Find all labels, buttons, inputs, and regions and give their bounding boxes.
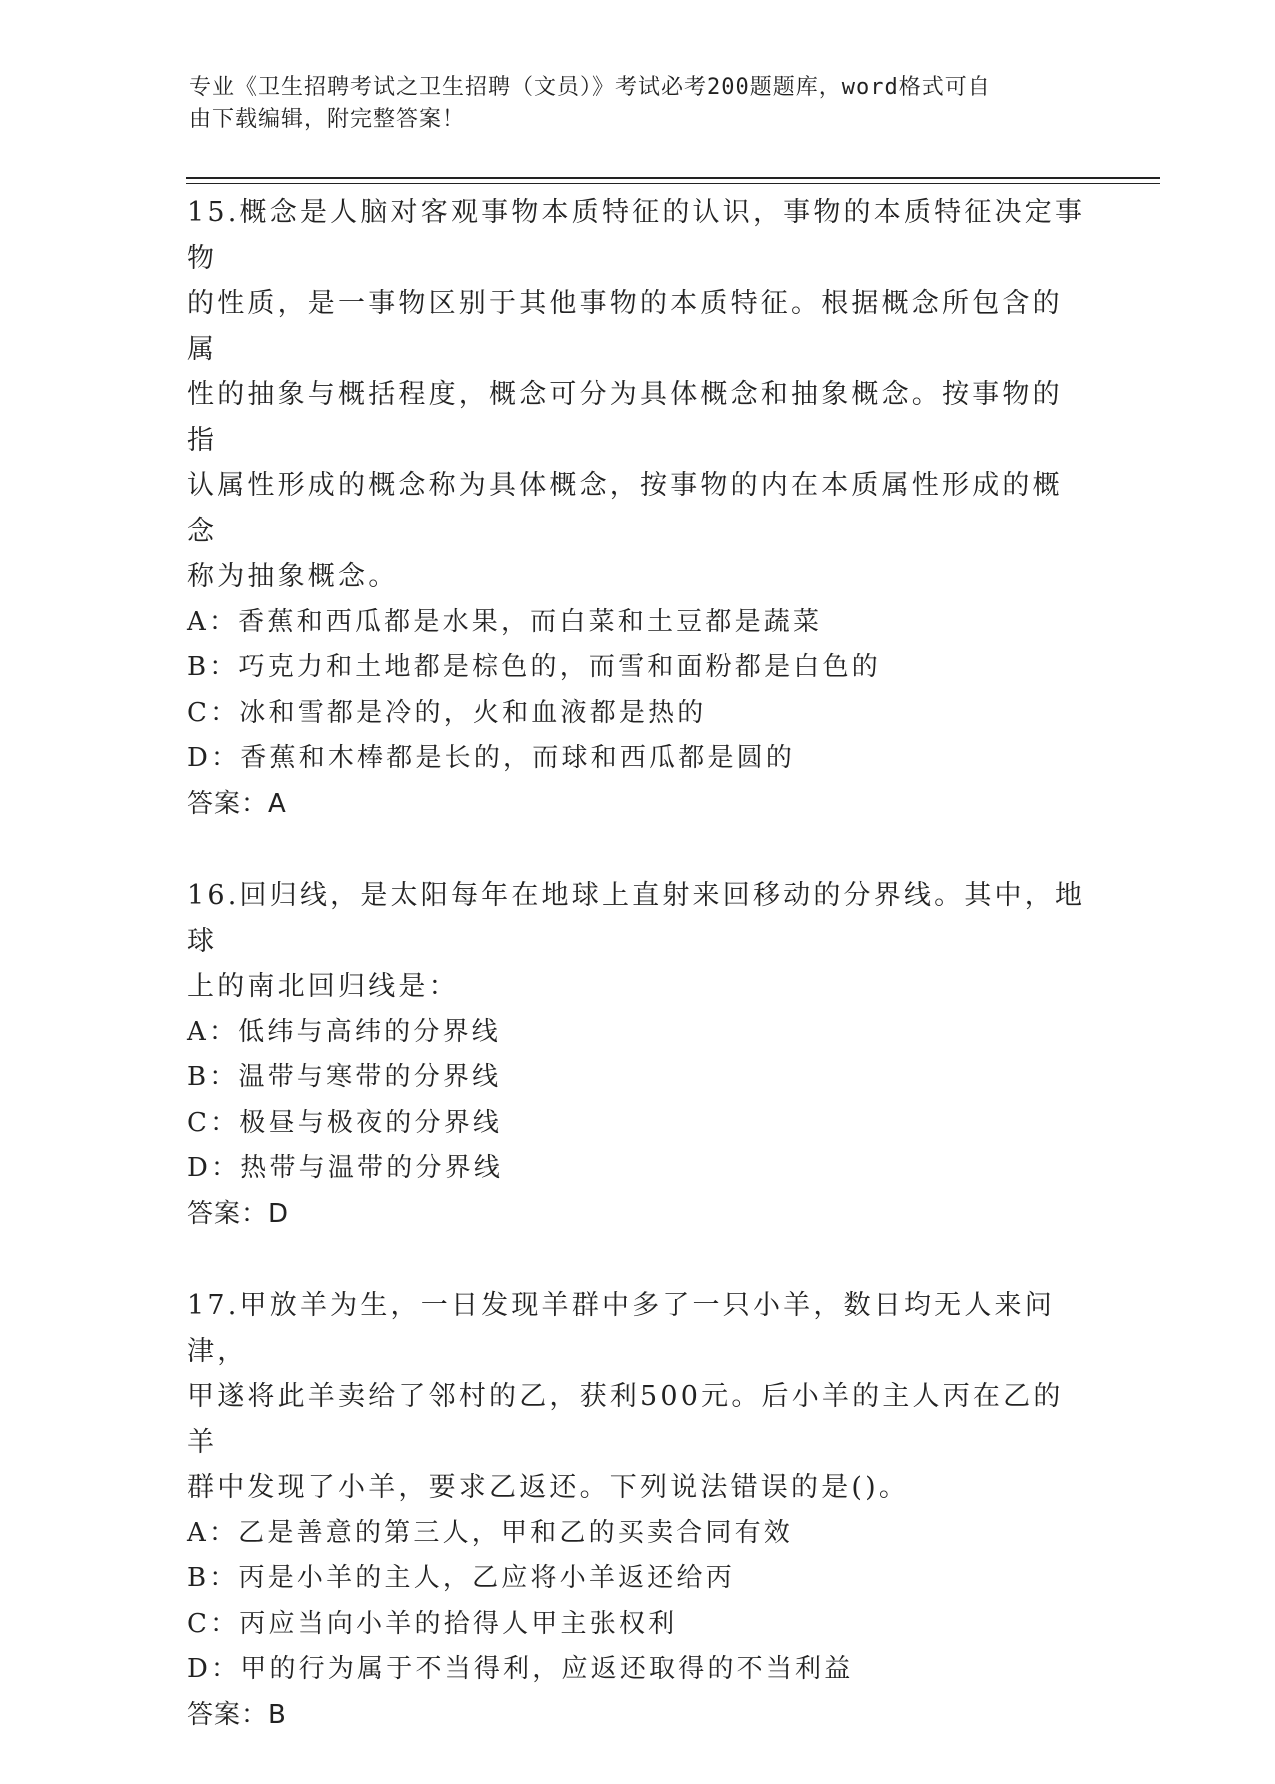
- header-line-1: 专业《卫生招聘考试之卫生招聘（文员）》考试必考200题题库，word格式可自: [189, 75, 991, 100]
- answer: 答案：D: [187, 1198, 290, 1229]
- option-a: A：香蕉和西瓜都是水果，而白菜和土豆都是蔬菜: [187, 606, 823, 637]
- header-divider-thin: [186, 183, 1160, 184]
- answer: 答案：A: [187, 788, 287, 819]
- question-list: [187, 190, 1087, 1784]
- option-a: A：乙是善意的第三人，甲和乙的买卖合同有效: [187, 1517, 793, 1548]
- stem-line: 称为抽象概念。: [187, 561, 399, 592]
- option-b: B：丙是小羊的主人，乙应将小羊返还给丙: [187, 1563, 735, 1593]
- option-c: C：丙应当向小羊的拾得人甲主张权利: [187, 1608, 678, 1639]
- stem-line: 17.甲放羊为生，一日发现羊群中多了一只小羊，数日均无人来问津，: [187, 1290, 1055, 1367]
- stem-line: 甲遂将此羊卖给了邻村的乙，获利500元。后小羊的主人丙在乙的羊: [187, 1381, 1064, 1458]
- document-header: [189, 72, 1079, 136]
- stem-line: 16.回归线，是太阳每年在地球上直射来回移动的分界线。其中，地球: [187, 880, 1086, 957]
- option-b: B：温带与寒带的分界线: [187, 1062, 502, 1092]
- stem-line: 15.概念是人脑对客观事物本质特征的认识，事物的本质特征决定事物: [187, 197, 1086, 274]
- stem-line: 上的南北回归线是：: [187, 971, 459, 1002]
- stem-line: 群中发现了小羊，要求乙返还。下列说法错误的是()。: [187, 1472, 910, 1503]
- option-a: A：低纬与高纬的分界线: [187, 1016, 501, 1047]
- question-16: [187, 873, 1087, 1237]
- stem-line: 认属性形成的概念称为具体概念，按事物的内在本质属性形成的概念: [187, 470, 1063, 547]
- option-d: D：甲的行为属于不当得利，应返还取得的不当利益: [187, 1654, 854, 1684]
- option-c: C：冰和雪都是冷的，火和血液都是热的: [187, 697, 707, 728]
- question-stem: [187, 190, 1087, 600]
- question-stem: [187, 873, 1087, 1010]
- answer: 答案：B: [187, 1699, 287, 1730]
- question-stem: [187, 1283, 1087, 1511]
- option-d: D：热带与温带的分界线: [187, 1153, 504, 1183]
- question-17: [187, 1283, 1087, 1738]
- option-b: B：巧克力和土地都是棕色的，而雪和面粉都是白色的: [187, 652, 881, 682]
- stem-line: 的性质，是一事物区别于其他事物的本质特征。根据概念所包含的属: [187, 288, 1063, 365]
- stem-line: 性的抽象与概括程度，概念可分为具体概念和抽象概念。按事物的指: [187, 379, 1063, 456]
- header-divider-thick: [186, 177, 1160, 179]
- option-c: C：极昼与极夜的分界线: [187, 1107, 503, 1138]
- header-line-2: 由下载编辑，附完整答案！: [189, 107, 466, 132]
- option-d: D：香蕉和木棒都是长的，而球和西瓜都是圆的: [187, 743, 796, 773]
- question-15: [187, 190, 1087, 827]
